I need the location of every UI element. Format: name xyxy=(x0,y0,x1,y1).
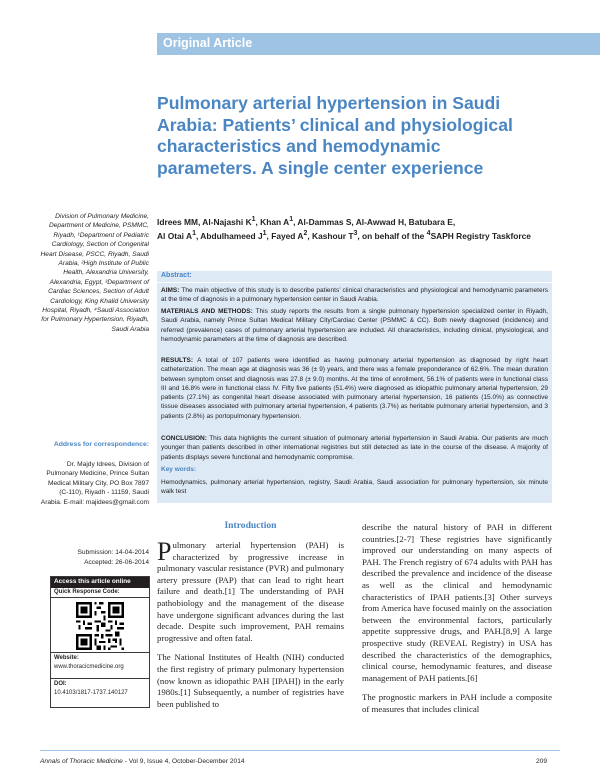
column-1 xyxy=(157,537,344,710)
keywords: Hemodynamics, pulmonary arterial hypertension, registry, Saudi Arabia, Saudi association for pulmonary hypertension, six minute walk test xyxy=(161,479,548,496)
abstract-aims: AIMS: The main objective of this study is to describe patients’ clinical characteristics and physiological and hemodynamic parameters at the time of diagnosis in a pulmonary hypertension center in Saudi Arabia. xyxy=(161,287,548,304)
introduction-heading: Introduction xyxy=(224,520,277,531)
intro-paragraph-1: Pulmonary arterial hypertension (PAH) is characterized by progressive increase in pulmonary vascular resistance (PVR) and pulmonary artery pressure (PAP) that can lead to right heart failure and death.[1] The understanding of PAH pathobiology and the management of the disease have undergone significant advances during the last decade. Despite such improvement, PAH remains progressive and often fatal. xyxy=(157,537,344,643)
correspondence-heading: Address for correspondence: xyxy=(53,441,149,448)
page-number: 209 xyxy=(536,758,548,765)
footer-rule xyxy=(40,750,560,751)
abstract-conclusion: CONCLUSION: This data highlights the current situation of pulmonary arterial hypertension in Saudi Arabia. Our patients are much younger than patients described in other international registries but still detected as late in the course of the disease. A majority of patients displays severe functional and hemodynamic compromise. xyxy=(161,435,548,461)
access-online-box xyxy=(50,576,150,708)
submission-dates xyxy=(39,548,149,567)
footer-journal: Annals of Thoracic Medicine - Vol 9, Issue 4, October-December 2014 xyxy=(40,758,245,765)
column-2 xyxy=(362,522,552,716)
accepted-date: Accepted: 26-06-2014 xyxy=(84,558,149,566)
correspondence-address: Dr. Majdy Idrees, Division of Pulmonary Medicine, Prince Sultan Medical Military City, PO Box 7897 (C-110), Riyadh - 11159, Saudi Arabia. E-mail: majidees@gmail.com xyxy=(40,461,149,506)
abstract-heading: Abstract: xyxy=(157,271,552,283)
website-link[interactable]: www.thoracicmedicine.org xyxy=(54,663,124,670)
keywords-heading: Key words: xyxy=(161,466,197,473)
access-title: Access this article online xyxy=(51,577,149,588)
website-label: Website: xyxy=(54,655,79,661)
abstract-results: RESULTS: A total of 107 patients were identified as having pulmonary arterial hypertension as diagnosed by right heart catheterization. The mean age at diagnosis was 36 (± 9) years, and there was a female preponderance of 62.6%. The mean duration between symptom onset and diagnosis was 27.8 (± 9.0) months. At the time of enrollment, 56.1% of patients were in functional class III and 16.8% were in functional class IV. Fifty five patients (51.4%) were diagnosed as idiopathic pulmonary arterial hypertension, 29 patients (27.1%) as congenital heart disease associated with pulmonary arterial hypertension, 16 patients (15.0%) as connective tissue diseases associated with pulmonary arterial hypertension, 4 patients (3.7%) as heritable pulmonary arterial hypertension, and 3 patients (2.8%) as portopulmonary hypertension. xyxy=(161,357,548,420)
abstract-methods: MATERIALS AND METHODS: This study reports the results from a single pulmonary hypertension specialized center in Riyadh, Saudi Arabia, namely Prince Sultan Medical Military City/Cardiac Center (PSMMC & CC). Both newly diagnosed (incidence) and referred (prevalence) cases of pulmonary arterial hypertension are included. All characteristics, including clinical, physiological, and hemodynamic parameters at the time of diagnosis are described. xyxy=(161,308,548,343)
qr-code-icon[interactable] xyxy=(51,598,149,653)
drop-cap: P xyxy=(157,537,172,566)
website-block xyxy=(51,653,149,679)
affiliations: Division of Pulmonary Medicine, Department of Medicine, PSMMC, Riyadh, ¹Department of Pediatric Cardiology, Section of Congenital Heart Disease, PSCC, Riyadh, Saudi Arabia, ²High Institute of Public Health, Alexandria University, Alexandria, Egypt, ³Department of Cardiac Sciences, Section of Adult Cardiology, King Khalid University Hospital, Riyadh, ⁴Saudi Association for Pulmonary Hypertension, Riyadh, Saudi Arabia xyxy=(40,213,149,333)
article-title: Pulmonary arterial hypertension in Saudi Arabia: Patients’ clinical and physiological characteristics and hemodynamic parameters. A single center experience xyxy=(157,93,513,178)
author-list: Idrees MM, Al-Najashi $K^1$, Khan $A^1$, Al-Dammas S, Al-Awwad H, Batubara E, Al Otai $A^1$, Abdulhameed $J^1$, Fayed $A^2$, Kashour $T^3$, on behalf of the $^4$SAPH Registry Taskforce xyxy=(157,216,531,241)
intro-paragraph-3: describe the natural history of PAH in different countries.[2-7] These registries have significantly improved our understanding on many aspects of PAH. The French registry of 674 adults with PAH has described the prevalence and incidence of the disease as well as the clinical and hemodynamic characteristics of IPAH patients.[3] Other surveys from America have focused mainly on the association between the environmental factors, particularly appetite suppressive drugs, and PAH.[8,9] A large prospective study (REVEAL Registry) in USA has described the characteristics of the demographics, clinical course, hemodynamic features, and disease management of PAH patients.[6] xyxy=(362,522,552,683)
article-type-label: Original Article xyxy=(163,36,253,50)
submission-date: Submission: 14-04-2014 xyxy=(77,549,149,556)
article-type-banner xyxy=(157,33,600,55)
intro-paragraph-4: The prognostic markers in PAH include a composite of measures that includes clinical xyxy=(362,692,552,714)
intro-paragraph-2: The National Institutes of Health (NIH) conducted the first registry of primary pulmonary hypertension (now known as idiopathic PAH [IPAH]) in the early 1980s.[1] Subsequently, a number of registries have been published to xyxy=(157,652,344,709)
doi-value[interactable]: 10.4103/1817-1737.140127 xyxy=(54,689,128,696)
doi-label: DOI: xyxy=(54,681,67,687)
qr-label: Quick Response Code: xyxy=(51,588,149,598)
doi-block xyxy=(51,679,149,698)
